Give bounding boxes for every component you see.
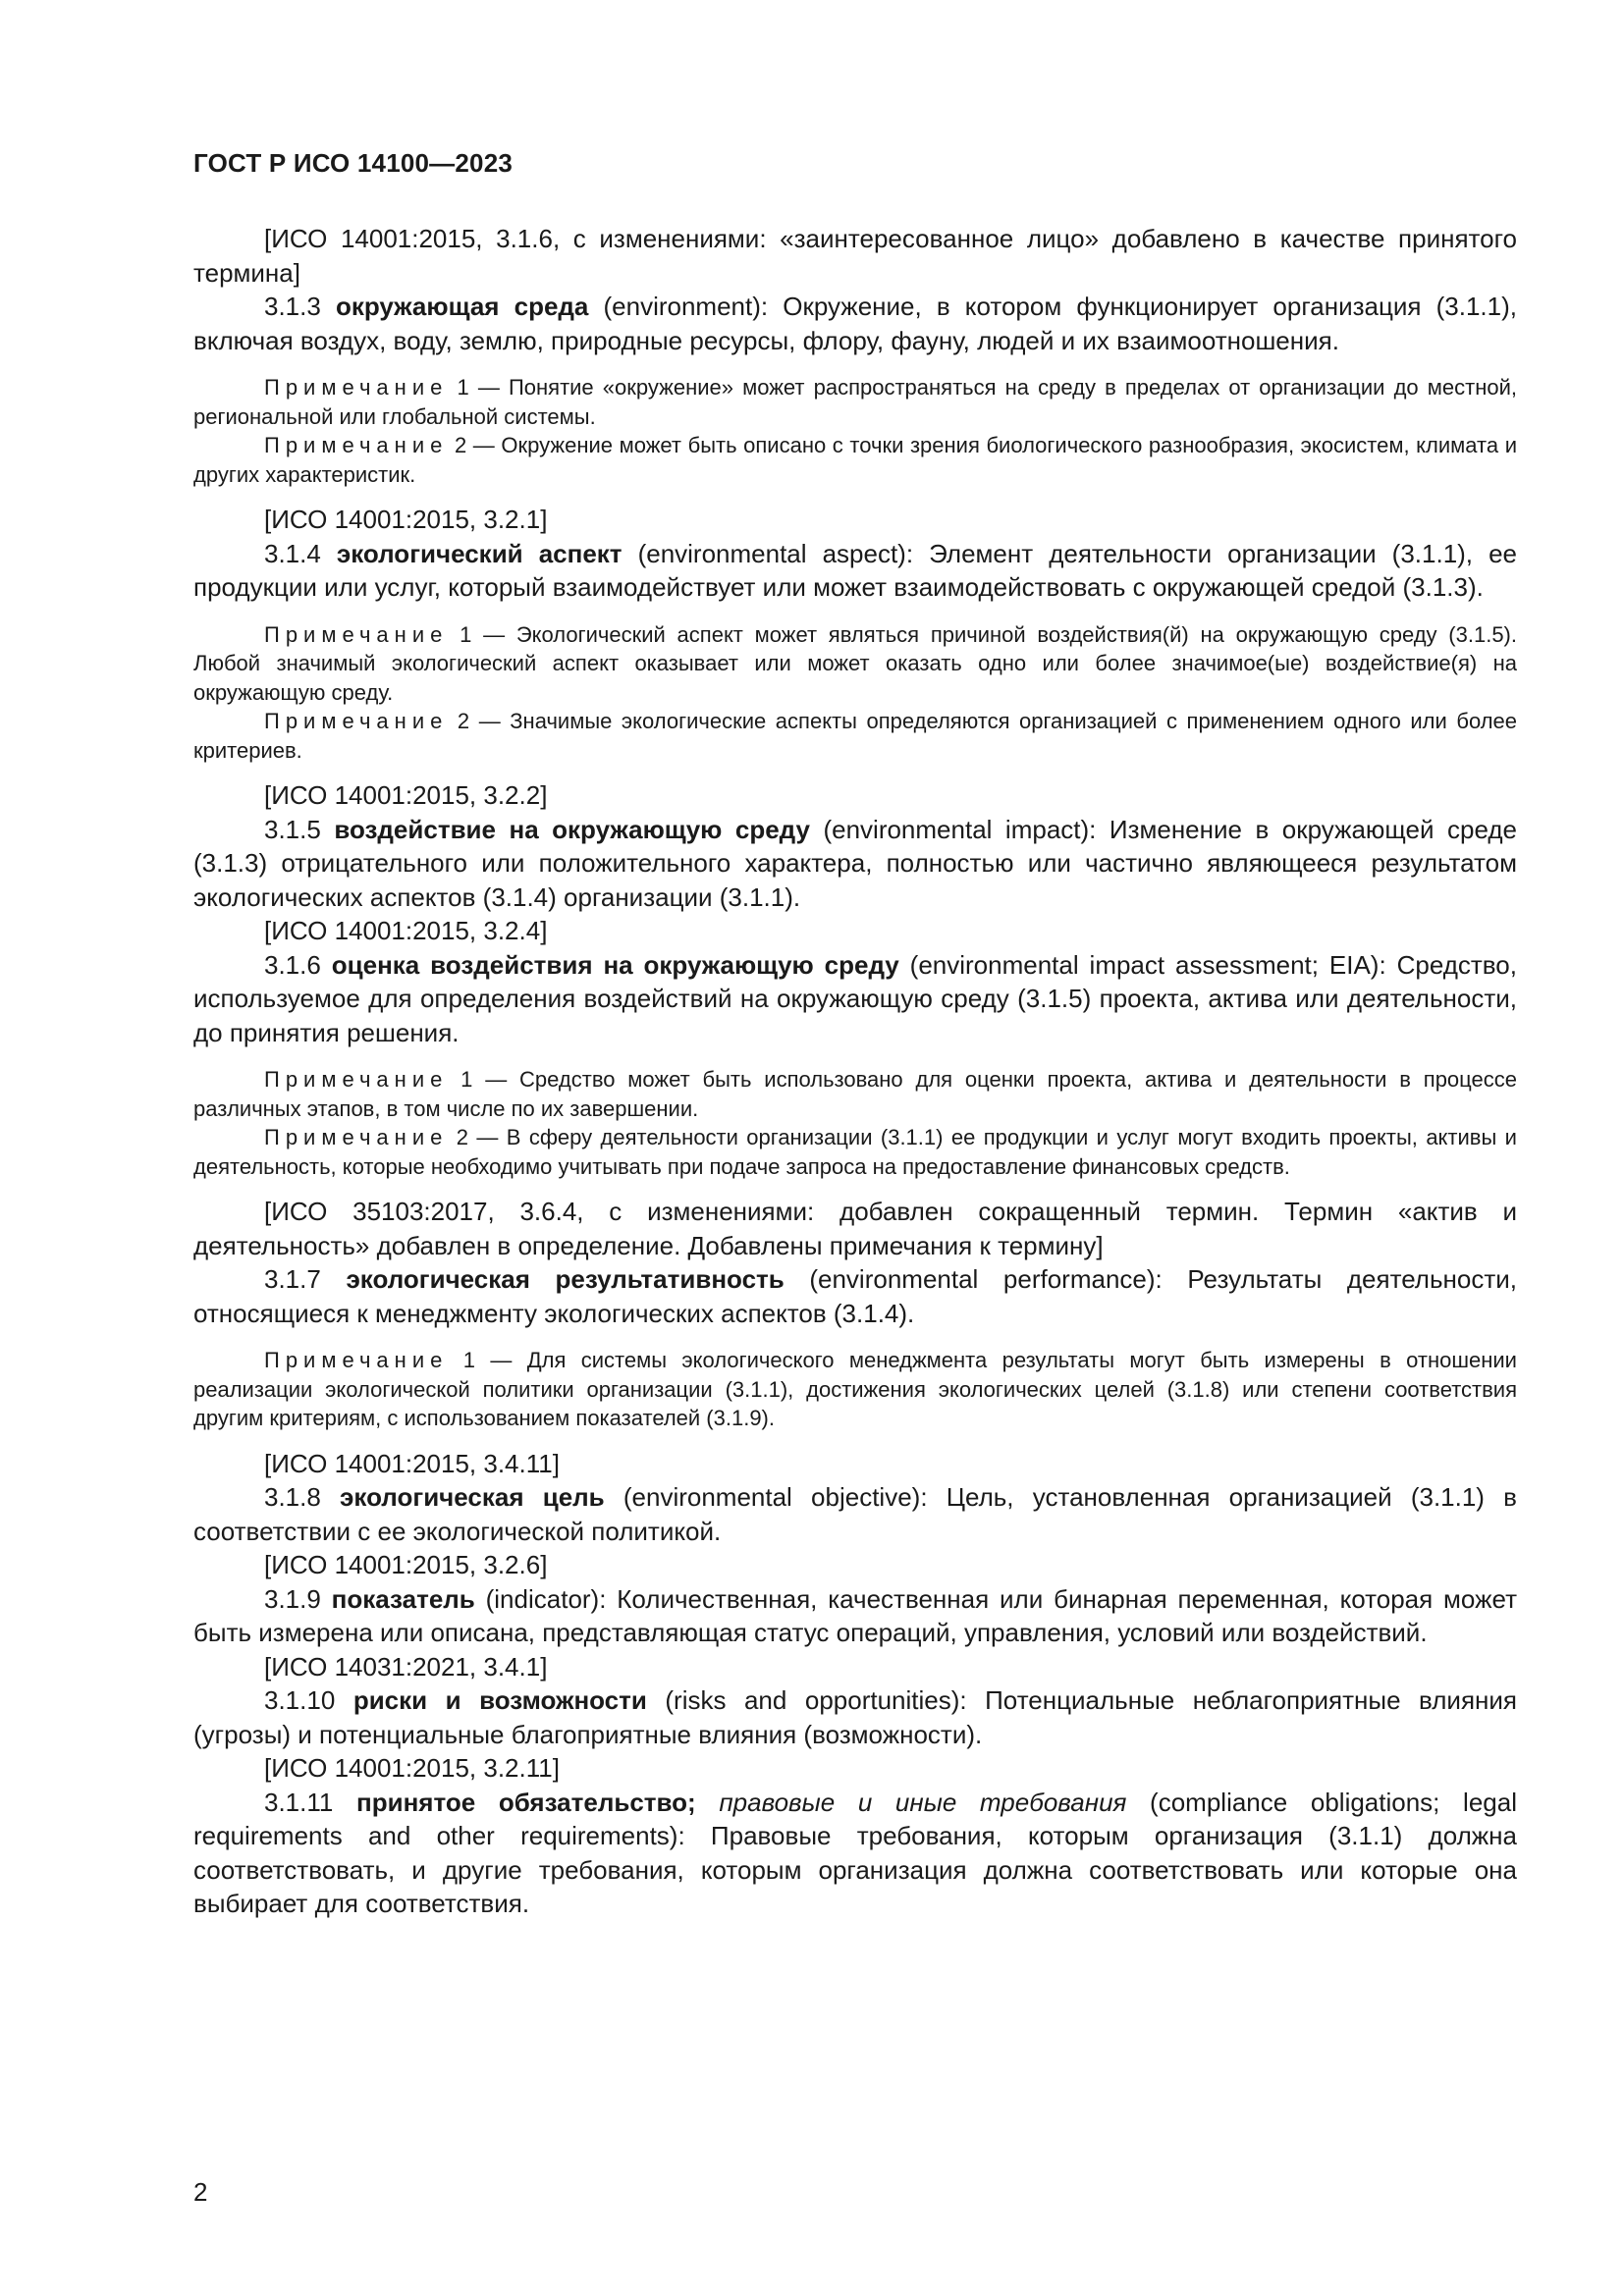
note-label: Примечание (264, 433, 449, 457)
term-name: экологическая результативность (346, 1264, 785, 1294)
reference-paragraph: [ИСО 14001:2015, 3.2.4] (264, 916, 548, 945)
reference-paragraph: [ИСО 14001:2015, 3.1.6, с изменениями: «заинтересованное лицо» добавлено в качестве принятого термина] (193, 224, 1517, 288)
term-number: 3.1.10 (264, 1685, 336, 1715)
term-name: экологическая цель (340, 1482, 605, 1512)
term-definition-3-1-9 (193, 1582, 1517, 1650)
reference-paragraph: [ИСО 14001:2015, 3.4.11] (264, 1448, 560, 1478)
document-header: ГОСТ Р ИСО 14100—2023 (193, 148, 514, 178)
note-label: Примечание (264, 1067, 449, 1092)
term-definition: (environmental impact assessment; EIA): Средство, используемое для определения воздействий на окружающую среду (3.1.5) проекта, актива или деятельности, до принятия решения. (193, 949, 1517, 1047)
term-definition: (environmental impact): Изменение в окружающей среде (3.1.3) отрицательного или положительного характера, полностью или частично являющееся результатом экологических аспектов (3.1.4) организации (3.1.1). (193, 814, 1517, 912)
term-number: 3.1.3 (264, 292, 321, 321)
term-number: 3.1.11 (264, 1787, 334, 1817)
term-definition: (risks and opportunities): Потенциальные неблагоприятные влияния (угрозы) и потенциальные благоприятные влияния (возможности). (193, 1685, 1517, 1749)
notes-block (193, 620, 1517, 766)
note: Примечание 1 — Средство может быть использовано для оценки проекта, актива и деятельности в процессе различных этапов, в том числе по их завершении. (193, 1067, 1517, 1121)
term-definition-3-1-7 (193, 1262, 1517, 1330)
reference-paragraph: [ИСО 14001:2015, 3.2.11] (264, 1753, 560, 1783)
term-number: 3.1.4 (264, 538, 321, 568)
note: Примечание 2 — Значимые экологические аспекты определяются организацией с применением одного или более критериев. (193, 709, 1518, 763)
reference-paragraph: [ИСО 14001:2015, 3.2.2] (264, 780, 548, 810)
reference-paragraph: [ИСО 14001:2015, 3.2.1] (264, 505, 548, 534)
document-body (193, 222, 1517, 1921)
term-name: воздействие на окружающую среду (334, 814, 810, 844)
notes-block (193, 373, 1517, 489)
term-definition-3-1-3 (193, 290, 1517, 357)
term-definition-3-1-10 (193, 1683, 1517, 1751)
term-definition-3-1-8 (193, 1480, 1517, 1548)
term-synonym: правовые и иные требования (719, 1787, 1127, 1817)
notes-block (193, 1065, 1517, 1181)
reference-paragraph: [ИСО 14001:2015, 3.2.6] (264, 1550, 548, 1579)
term-name: окружающая среда (335, 292, 589, 321)
term-definition: (environmental performance): Результаты деятельности, относящиеся к менеджменту экологических аспектов (3.1.4). (193, 1264, 1517, 1328)
term-number: 3.1.7 (264, 1264, 321, 1294)
reference-paragraph: [ИСО 35103:2017, 3.6.4, с изменениями: добавлен сокращенный термин. Термин «актив и деятельность» добавлен в определение. Добавлены примечания к термину] (193, 1197, 1517, 1260)
note-label: Примечание (264, 709, 449, 733)
term-definition: (environmental objective): Цель, установленная организацией (3.1.1) в соответствии с ее экологической политикой. (193, 1482, 1517, 1546)
term-definition-3-1-11 (193, 1786, 1517, 1921)
term-definition: (compliance obligations; legal requirements and other requirements): Правовые требования, которым организация (3.1.1) должна соответствовать, и другие требования, которым организация должна соответствовать или которые она выбирает для соответствия. (193, 1787, 1517, 1918)
note-label: Примечание (264, 621, 449, 647)
term-name: оценка воздействия на окружающую среду (331, 949, 899, 980)
note: Примечание 2 — Окружение может быть описано с точки зрения биологического разнообразия, экосистем, климата и других характеристик. (193, 433, 1517, 487)
notes-block (193, 1346, 1517, 1433)
term-number: 3.1.9 (264, 1583, 321, 1614)
term-number: 3.1.6 (264, 949, 321, 980)
term-definition-3-1-4 (193, 537, 1517, 605)
term-definition: (environment): Окружение, в котором функционирует организация (3.1.1), включая воздух, воду, землю, природные ресурсы, флору, фауну, людей и их взаимоотношения. (193, 292, 1517, 355)
term-name: экологический аспект (336, 538, 623, 568)
term-name: показатель (331, 1583, 475, 1614)
term-definition-3-1-6 (193, 948, 1517, 1050)
term-definition: (indicator): Количественная, качественная или бинарная переменная, которая может быть измерена или описана, представляющая статус операций, управления, условий или воздействий. (193, 1583, 1517, 1647)
term-name: принятое обязательство; (356, 1787, 696, 1817)
note-label: Примечание (264, 1125, 449, 1149)
note: Примечание 1 — Экологический аспект может являться причиной воздействия(й) на окружающую среду (3.1.5). Любой значимый экологический аспект оказывает или может оказать одно или более значимое(ые) воздействие(я) на окружающую среду. (193, 621, 1517, 705)
page-number: 2 (193, 2177, 208, 2207)
term-number: 3.1.8 (264, 1482, 321, 1512)
note: Примечание 1 — Для системы экологического менеджмента результаты могут быть измерены в отношении реализации экологической политики организации (3.1.1), достижения экологических целей (3.1.8) или степени соответствия другим критериям, с использованием показателей (3.1.9). (193, 1348, 1517, 1430)
note-label: Примечание (264, 1348, 449, 1372)
term-number: 3.1.5 (264, 814, 321, 844)
note: Примечание 1 — Понятие «окружение» может распространяться на среду в пределах от организации до местной, региональной или глобальной системы. (193, 375, 1517, 429)
reference-paragraph: [ИСО 14031:2021, 3.4.1] (264, 1651, 548, 1682)
note: Примечание 2 — В сферу деятельности организации (3.1.1) ее продукции и услуг могут входить проекты, активы и деятельность, которые необходимо учитывать при подаче запроса на предоставление финансовых средств. (193, 1125, 1517, 1179)
note-label: Примечание (264, 375, 449, 400)
term-name: риски и возможности (352, 1685, 647, 1715)
term-definition-3-1-5 (193, 813, 1517, 915)
term-definition: (environmental aspect): Элемент деятельности организации (3.1.1), ее продукции или услуг, который взаимодействует или может взаимодействовать с окружающей средой (3.1.3). (193, 538, 1517, 602)
